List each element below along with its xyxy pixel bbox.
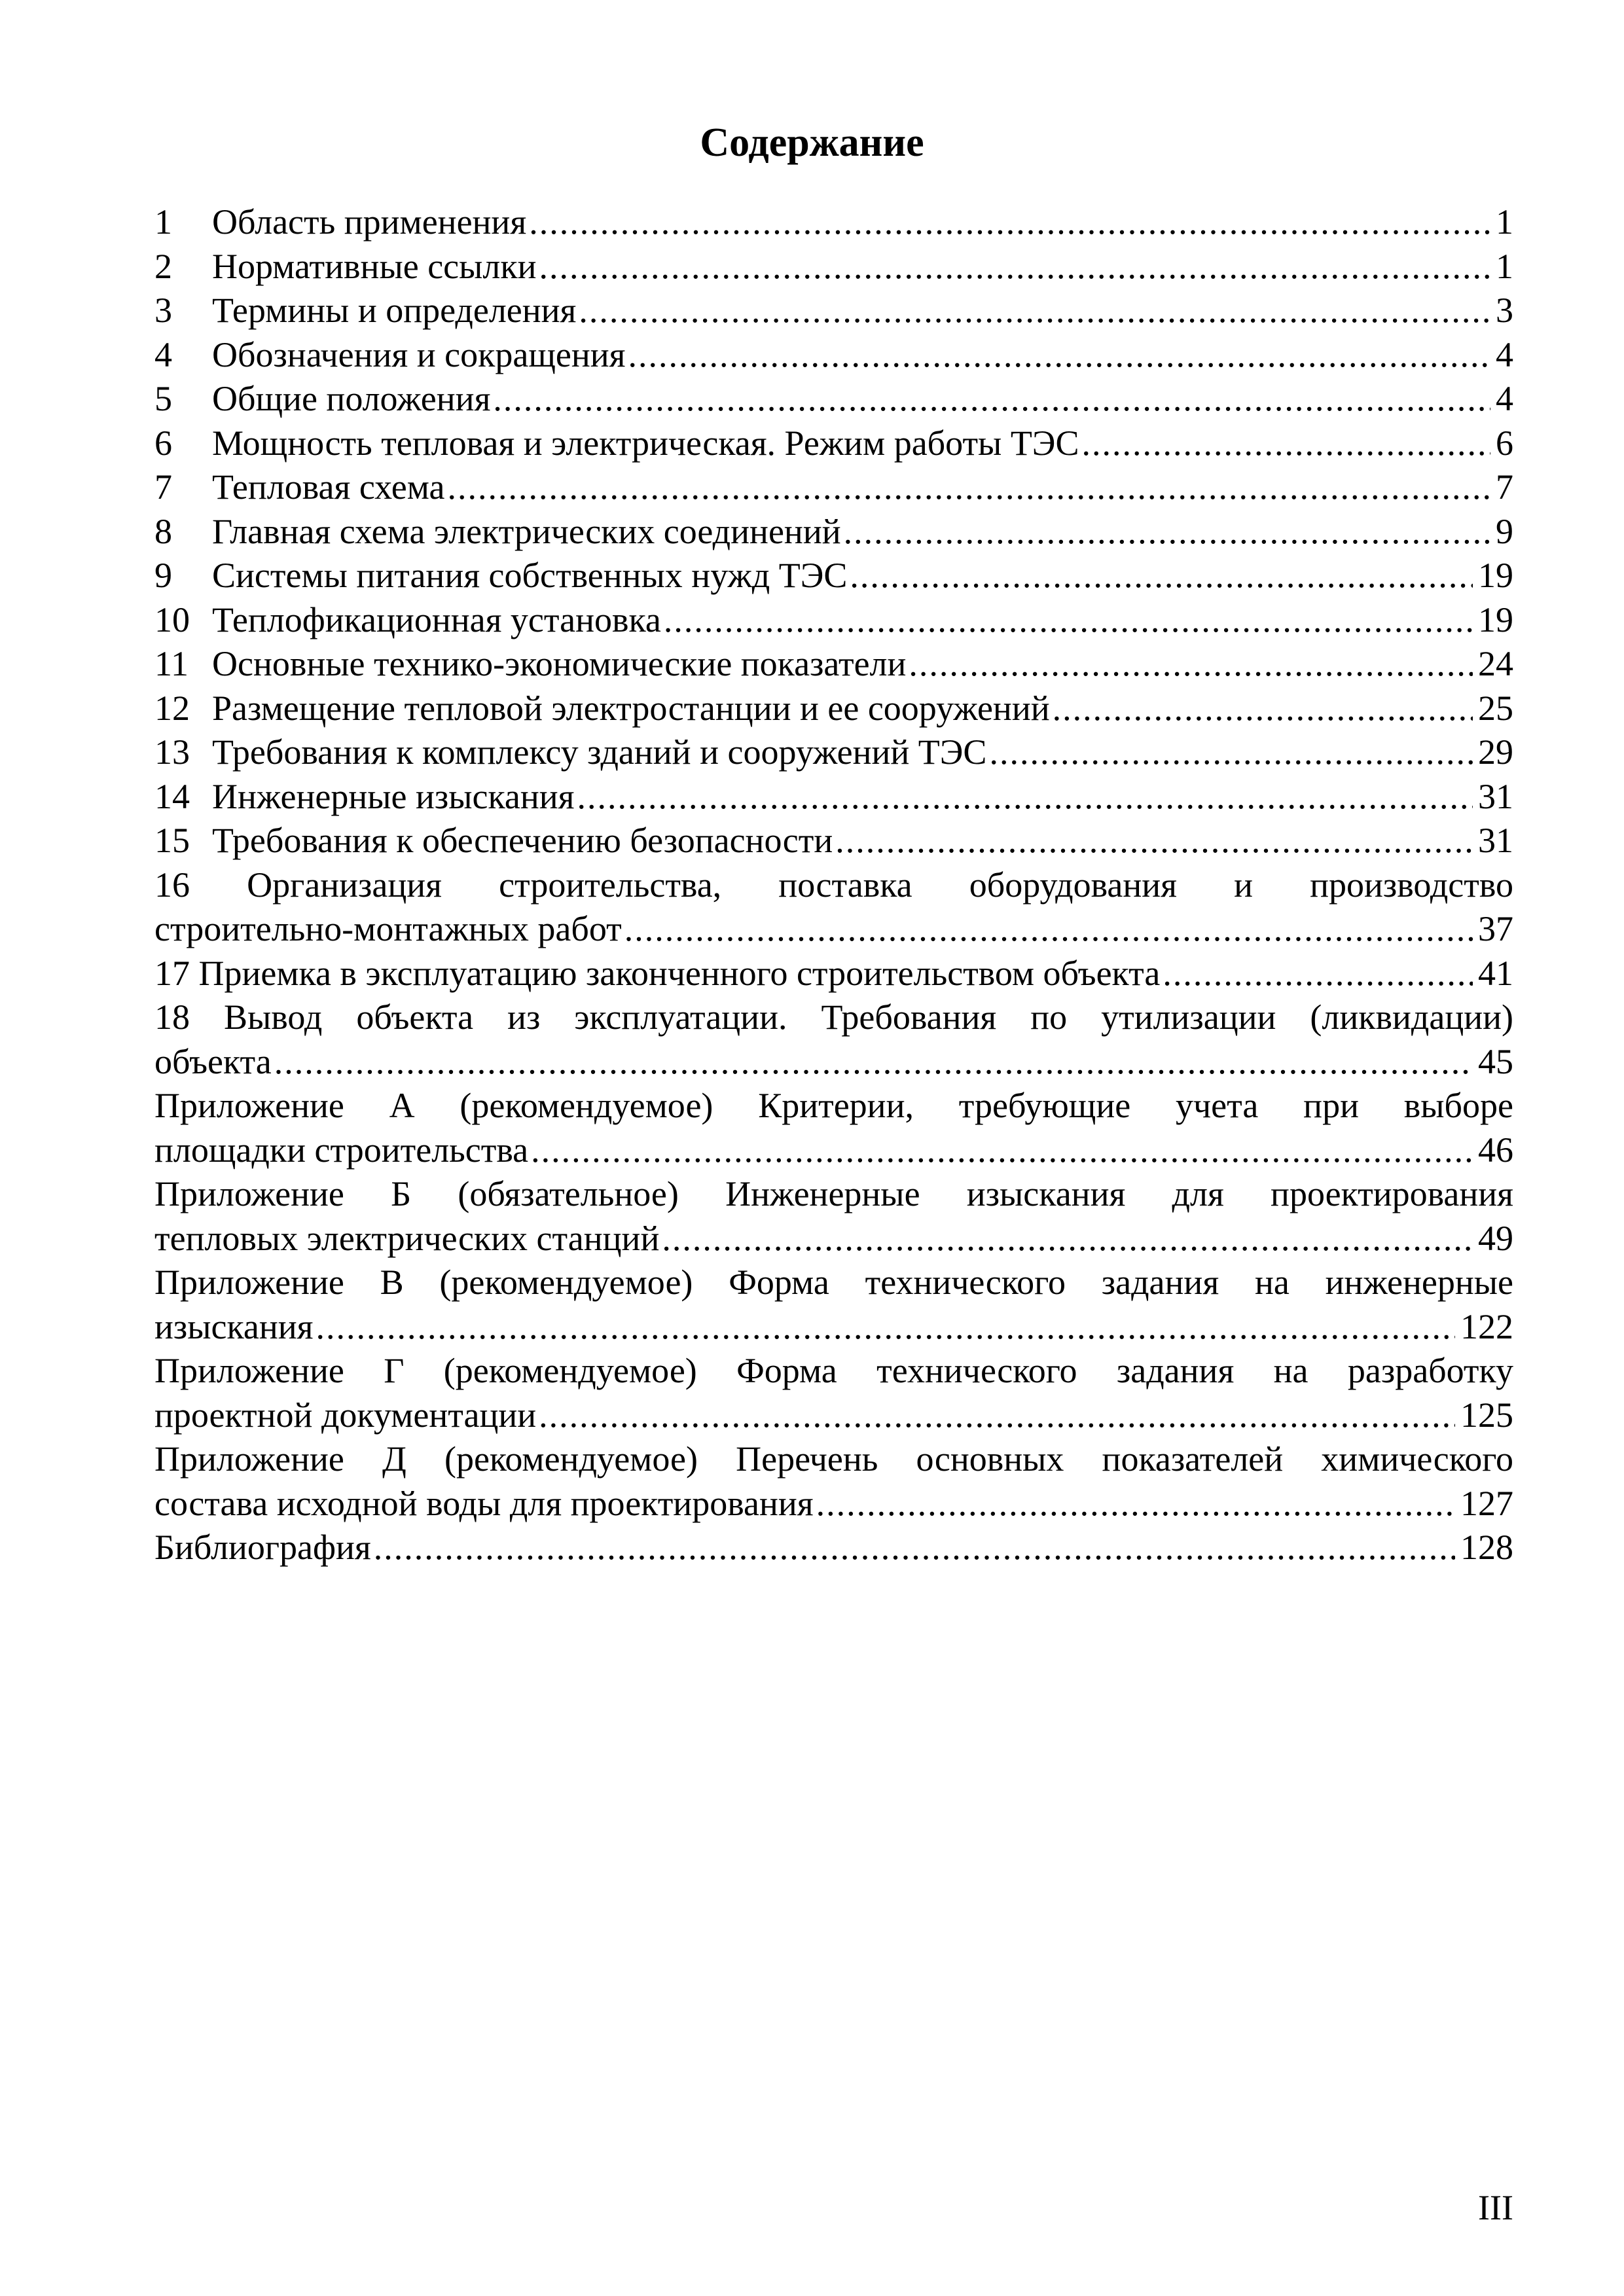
toc-entry-number: 15 (154, 821, 190, 860)
toc-entry-number: 12 (154, 688, 190, 728)
toc-entry-number: 14 (154, 776, 190, 816)
toc-entry-4[interactable] (154, 333, 1513, 378)
toc-appendix-g[interactable] (154, 1349, 1513, 1437)
toc-appendix-v[interactable] (154, 1261, 1513, 1349)
toc-entry-label: Главная схема электрических соединений (212, 511, 841, 551)
toc-entry-label-line2: тепловых электрических станций (154, 1218, 660, 1258)
dot-leader (579, 289, 1490, 333)
toc-entry-18[interactable] (154, 996, 1513, 1084)
toc-entry-page: 3 (1496, 291, 1513, 330)
toc-appendix-d[interactable] (154, 1437, 1513, 1526)
toc-entry-label: Размещение тепловой электростанции и ее сооружений (212, 688, 1050, 728)
toc-entry-label: Системы питания собственных нужд ТЭС (212, 556, 848, 595)
toc-entry-page: 125 (1460, 1395, 1513, 1435)
toc-entry-label: Теплофикационная установка (212, 600, 661, 639)
dot-leader (539, 245, 1491, 289)
toc-entry-page: 4 (1496, 379, 1513, 418)
dot-leader (850, 554, 1473, 598)
dot-leader (539, 1393, 1455, 1438)
toc-entry-label-line1: Приложение Д (рекомендуемое) Перечень основных показателей химического (154, 1439, 1513, 1479)
toc-entry-number: 10 (154, 600, 190, 639)
toc-entry-label: Библиография (154, 1528, 371, 1567)
toc-entry-label: Инженерные изыскания (212, 776, 575, 816)
dot-leader (274, 1040, 1473, 1085)
dot-leader (662, 1217, 1473, 1261)
toc-entry-page: 1 (1496, 202, 1513, 242)
toc-entry-page: 9 (1496, 511, 1513, 551)
toc-entry-page: 1 (1496, 246, 1513, 286)
toc-entry-label-line1: 16 Организация строительства, поставка оборудования и производство (154, 865, 1513, 905)
toc-entry-label-line2: состава исходной воды для проектирования (154, 1483, 814, 1523)
toc-entry-page: 127 (1460, 1483, 1513, 1523)
toc-entry-label-line2: строительно-монтажных работ (154, 909, 622, 948)
toc-appendix-b[interactable] (154, 1172, 1513, 1261)
toc-entry-label-line2: объекта (154, 1041, 272, 1081)
toc-entry-3[interactable] (154, 289, 1513, 333)
dot-leader (989, 730, 1473, 775)
toc-entry-11[interactable] (154, 642, 1513, 687)
toc-entry-page: 128 (1460, 1528, 1513, 1567)
toc-entry-9[interactable] (154, 554, 1513, 598)
toc-entry-number: 3 (154, 291, 172, 330)
dot-leader (628, 333, 1490, 378)
toc-entry-label: Нормативные ссылки (212, 246, 537, 286)
toc-entry-16[interactable] (154, 863, 1513, 952)
toc-entry-1[interactable] (154, 200, 1513, 245)
toc-entry-label-line1: Приложение Б (обязательное) Инженерные изыскания для проектирования (154, 1174, 1513, 1213)
dot-leader (816, 1482, 1455, 1526)
page-title: Содержание (700, 120, 924, 165)
toc-entry-number: 1 (154, 202, 172, 242)
toc-entry-number: 11 (154, 644, 189, 683)
dot-leader (909, 642, 1473, 687)
toc-entry-page: 37 (1478, 909, 1513, 948)
dot-leader (1163, 952, 1473, 996)
toc-entry-13[interactable] (154, 730, 1513, 775)
dot-leader (1053, 687, 1473, 731)
toc-entry-17[interactable] (154, 952, 1513, 996)
toc-bibliography[interactable] (154, 1526, 1513, 1570)
toc-entry-6[interactable] (154, 422, 1513, 466)
dot-leader (624, 907, 1473, 952)
toc-entry-14[interactable] (154, 775, 1513, 819)
toc-entry-number: 9 (154, 556, 172, 595)
toc-entry-label-line1: 18 Вывод объекта из эксплуатации. Требования по утилизации (ликвидации) (154, 997, 1513, 1037)
toc-entry-label: 17 Приемка в эксплуатацию законченного строительством объекта (154, 953, 1161, 993)
toc-entry-10[interactable] (154, 598, 1513, 643)
dot-leader (529, 200, 1490, 245)
toc-entry-7[interactable] (154, 465, 1513, 510)
dot-leader (493, 377, 1490, 422)
toc-appendix-a[interactable] (154, 1084, 1513, 1172)
toc-entry-page: 122 (1460, 1306, 1513, 1346)
toc-entry-8[interactable] (154, 510, 1513, 554)
dot-leader (844, 510, 1490, 554)
toc-entry-label: Область применения (212, 202, 527, 242)
toc-entry-number: 7 (154, 467, 172, 507)
toc-entry-page: 6 (1496, 423, 1513, 463)
toc-entry-page: 7 (1496, 467, 1513, 507)
toc-entry-number: 2 (154, 246, 172, 286)
toc-entry-label: Мощность тепловая и электрическая. Режим работы ТЭС (212, 423, 1079, 463)
dot-leader (577, 775, 1473, 819)
dot-leader (447, 465, 1490, 510)
toc-entry-label: Требования к обеспечению безопасности (212, 821, 833, 860)
toc-entry-number: 4 (154, 334, 172, 374)
toc-entry-page: 31 (1478, 776, 1513, 816)
toc-entry-label: Основные технико-экономические показатели (212, 644, 907, 683)
toc-entry-page: 19 (1478, 600, 1513, 639)
table-of-contents (154, 200, 1513, 1570)
toc-entry-5[interactable] (154, 377, 1513, 422)
toc-entry-label-line1: Приложение В (рекомендуемое) Форма технического задания на инженерные (154, 1263, 1513, 1302)
toc-entry-2[interactable] (154, 245, 1513, 289)
toc-entry-label-line2: проектной документации (154, 1395, 537, 1435)
toc-entry-page: 45 (1478, 1041, 1513, 1081)
toc-entry-page: 46 (1478, 1130, 1513, 1170)
toc-entry-page: 49 (1478, 1218, 1513, 1258)
toc-entry-number: 13 (154, 732, 190, 772)
toc-entry-page: 29 (1478, 732, 1513, 772)
dot-leader (316, 1305, 1456, 1350)
dot-leader (531, 1128, 1473, 1173)
toc-entry-label: Требования к комплексу зданий и сооружений ТЭС (212, 732, 987, 772)
toc-entry-page: 31 (1478, 821, 1513, 860)
dot-leader (374, 1526, 1455, 1570)
toc-entry-number: 8 (154, 511, 172, 551)
page-number: III (1478, 2188, 1513, 2227)
dot-leader (1081, 422, 1490, 466)
toc-entry-label-line1: Приложение А (рекомендуемое) Критерии, требующие учета при выборе (154, 1086, 1513, 1125)
toc-entry-label: Тепловая схема (212, 467, 445, 507)
dot-leader (664, 598, 1473, 643)
toc-entry-page: 19 (1478, 556, 1513, 595)
toc-entry-12[interactable] (154, 687, 1513, 731)
toc-entry-label: Общие положения (212, 379, 491, 418)
dot-leader (835, 819, 1473, 863)
toc-entry-page: 25 (1478, 688, 1513, 728)
toc-entry-label-line2: изыскания (154, 1306, 314, 1346)
toc-entry-label: Термины и определения (212, 291, 577, 330)
toc-entry-page: 4 (1496, 334, 1513, 374)
toc-entry-page: 41 (1478, 953, 1513, 993)
toc-entry-page: 24 (1478, 644, 1513, 683)
toc-entry-label: Обозначения и сокращения (212, 334, 626, 374)
toc-entry-number: 5 (154, 379, 172, 418)
toc-entry-label-line2: площадки строительства (154, 1130, 529, 1170)
toc-entry-number: 6 (154, 423, 172, 463)
toc-entry-label-line1: Приложение Г (рекомендуемое) Форма технического задания на разработку (154, 1351, 1513, 1390)
toc-entry-15[interactable] (154, 819, 1513, 863)
